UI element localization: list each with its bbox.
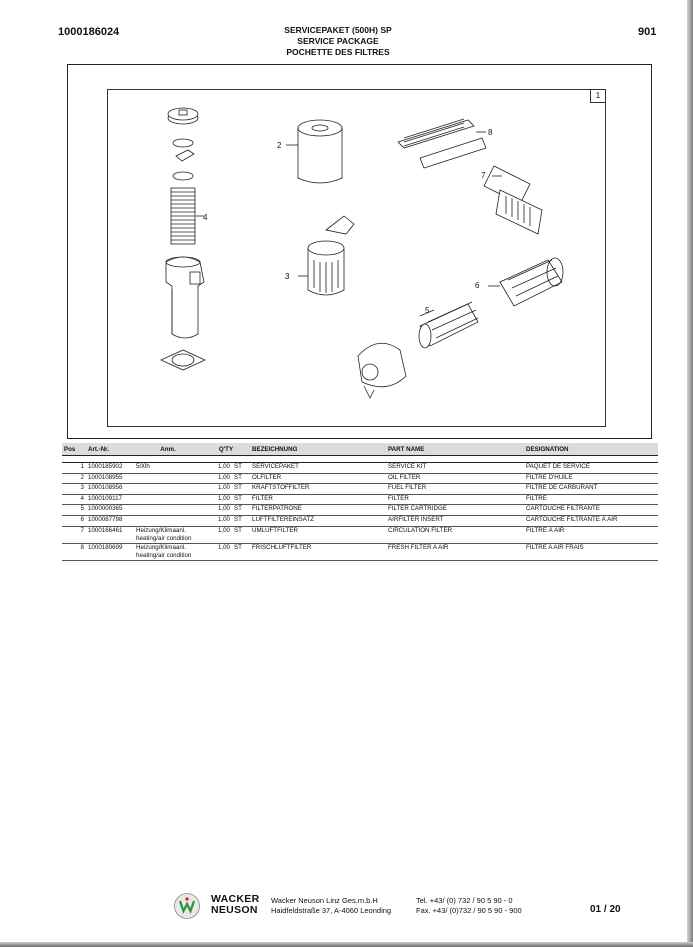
seal-ring-icon [173, 172, 193, 180]
air-filter-housing-icon [358, 343, 406, 398]
cell-designation: PAQUET DE SERVICE [524, 463, 658, 474]
cell-designation: CARTOUCHE FILTRANTE À AIR [524, 515, 658, 526]
page-shadow-bottom [0, 942, 693, 947]
table-row [62, 484, 658, 495]
cell-qty [202, 484, 250, 495]
fax: Fax. +43/ (0)732 / 90 5 90 - 900 [416, 906, 522, 915]
qty-unit: ST [234, 505, 242, 513]
cell-part-name: FUEL FILTER [386, 484, 524, 495]
parts-diagram [108, 90, 605, 426]
corrugated-filter-icon [171, 188, 195, 244]
cell-bezeichnung: ÖLFILTER [250, 473, 386, 484]
cell-pos: 2 [62, 473, 86, 484]
qty-value: 1,00 [217, 484, 230, 492]
cell-bezeichnung: FILTERPATRONE [250, 505, 386, 516]
cell-bezeichnung: FILTER [250, 494, 386, 505]
qty-value: 1,00 [217, 526, 230, 534]
callout-5: 5 [425, 306, 430, 315]
cell-part-name: AIRFILTER INSERT [386, 515, 524, 526]
qty-unit: ST [234, 473, 242, 481]
table-row [62, 515, 658, 526]
cell-art-nr: 1000108956 [86, 484, 134, 495]
exploded-drawing [107, 89, 606, 427]
cell-art-nr: 1000109117 [86, 494, 134, 505]
cell-bezeichnung: UMLUFTFILTER [250, 526, 386, 543]
page-footer [0, 890, 693, 924]
cell-art-nr: 1000180699 [86, 543, 134, 560]
cell-qty [202, 543, 250, 560]
cell-pos: 5 [62, 505, 86, 516]
callout-6: 6 [475, 281, 480, 290]
cell-art-nr: 1000087798 [86, 515, 134, 526]
qty-unit: ST [234, 484, 242, 492]
cell-pos: 8 [62, 543, 86, 560]
cell-art-nr: 1000108955 [86, 473, 134, 484]
company-address [271, 896, 391, 916]
cell-pos: 3 [62, 484, 86, 495]
column-anm: Anm. [134, 443, 202, 456]
cell-pos: 7 [62, 526, 86, 543]
wacker-neuson-logo-icon [174, 893, 200, 919]
qty-unit: ST [234, 543, 242, 551]
cell-bezeichnung: LUFTFILTEREINSATZ [250, 515, 386, 526]
table-row [62, 494, 658, 505]
table-row [62, 526, 658, 543]
document-number: 1000186024 [58, 26, 120, 38]
title-french: POCHETTE DES FILTRES [286, 47, 390, 57]
cell-pos: 1 [62, 463, 86, 474]
cell-qty [202, 505, 250, 516]
page-shadow-right [687, 0, 693, 947]
callout-8: 8 [488, 128, 493, 137]
o-ring-icon [173, 139, 193, 147]
cell-qty [202, 473, 250, 484]
cell-part-name: SERVICE KIT [386, 463, 524, 474]
callout-3: 3 [285, 272, 290, 281]
qty-value: 1,00 [217, 543, 230, 551]
cell-art-nr: 1000000365 [86, 505, 134, 516]
cell-art-nr: 1000185902 [86, 463, 134, 474]
filter-housing-icon [166, 257, 204, 338]
filter-cap-icon [168, 108, 198, 124]
table-row [62, 505, 658, 516]
street-address: Haidfeldstraße 37, A-4060 Leonding [271, 906, 392, 915]
cell-note [134, 515, 202, 526]
cell-pos: 4 [62, 494, 86, 505]
qty-value: 1,00 [217, 515, 230, 523]
cell-qty [202, 463, 250, 474]
qty-value: 1,00 [217, 505, 230, 513]
qty-unit: ST [234, 463, 242, 470]
cell-designation: FILTRE DE CARBURANT [524, 484, 658, 495]
parts-table-body [62, 456, 658, 561]
column-bezeichnung: BEZEICHNUNG [250, 443, 386, 456]
cell-designation: FILTRE D'HUILE [524, 473, 658, 484]
qty-value: 1,00 [217, 494, 230, 502]
column-designation: DESIGNATION [524, 443, 658, 456]
cell-qty [202, 494, 250, 505]
cell-note [134, 505, 202, 516]
cell-bezeichnung: FRISCHLUFTFILTER [250, 543, 386, 560]
brand-line-1: WACKER [211, 893, 260, 905]
table-row [62, 473, 658, 484]
cell-bezeichnung: KRAFTSTOFFILTER [250, 484, 386, 495]
parts-table [62, 443, 658, 561]
cell-part-name: OIL FILTER [386, 473, 524, 484]
cell-note [134, 473, 202, 484]
cell-designation: FILTRE A AIR FRAIS [524, 543, 658, 560]
page-title [238, 25, 438, 58]
cell-designation: FILTRE À AIR [524, 526, 658, 543]
qty-value: 1,00 [217, 463, 230, 470]
air-filter-insert-icon [500, 258, 563, 306]
cell-part-name: FILTER [386, 494, 524, 505]
cell-bezeichnung: SERVICEPAKET [250, 463, 386, 474]
qty-value: 1,00 [217, 473, 230, 481]
sheet-number: 1 [590, 90, 605, 103]
qty-unit: ST [234, 515, 242, 523]
table-row [62, 543, 658, 560]
cell-note: Heizung/Klimaanl. heating/air condition [134, 526, 202, 543]
column-part-name: PART NAME [386, 443, 524, 456]
filter-clip-icon [176, 150, 194, 161]
column-art-nr: Art.-Nr. [86, 443, 134, 456]
page-counter: 01 / 20 [590, 904, 621, 915]
callout-4: 4 [203, 213, 208, 222]
company-contact [416, 896, 522, 916]
column-pos: Pos [62, 443, 86, 456]
company-name: Wacker Neuson Linz Ges.m.b.H [271, 896, 378, 905]
qty-unit: ST [234, 526, 242, 534]
callout-7: 7 [481, 171, 486, 180]
cell-designation: CARTOUCHE FILTRANTE [524, 505, 658, 516]
cell-qty [202, 515, 250, 526]
qty-unit: ST [234, 494, 242, 502]
cell-note: 500h [134, 463, 202, 474]
cell-part-name: CIRCULATION FILTER [386, 526, 524, 543]
callout-2: 2 [277, 141, 282, 150]
mounting-gasket-icon [161, 350, 205, 370]
brand-name [211, 894, 259, 916]
telephone: Tel. +43/ (0) 732 / 90 5 90 - 0 [416, 896, 513, 905]
fuel-filter-icon [308, 216, 354, 295]
table-spacer-row [62, 456, 658, 463]
section-number: 901 [638, 26, 657, 38]
title-english: SERVICE PACKAGE [297, 36, 379, 46]
cell-pos: 6 [62, 515, 86, 526]
brand-line-2: NEUSON [211, 904, 258, 916]
oil-filter-icon [298, 120, 342, 183]
fresh-air-filter-icon [398, 119, 486, 168]
table-row [62, 463, 658, 474]
cell-part-name: FILTER CARTRIDGE [386, 505, 524, 516]
cell-designation: FILTRE [524, 494, 658, 505]
cell-note [134, 484, 202, 495]
cell-qty [202, 526, 250, 543]
column-qty: Q'TY [202, 443, 250, 456]
cell-art-nr: 1000166461 [86, 526, 134, 543]
title-german: SERVICEPAKET (500H) SP [284, 25, 392, 35]
table-header-row [62, 443, 658, 456]
cell-note [134, 494, 202, 505]
cell-note: Heizung/Klimaanl. heating/air condition [134, 543, 202, 560]
cell-part-name: FRESH FILTER A AIR [386, 543, 524, 560]
